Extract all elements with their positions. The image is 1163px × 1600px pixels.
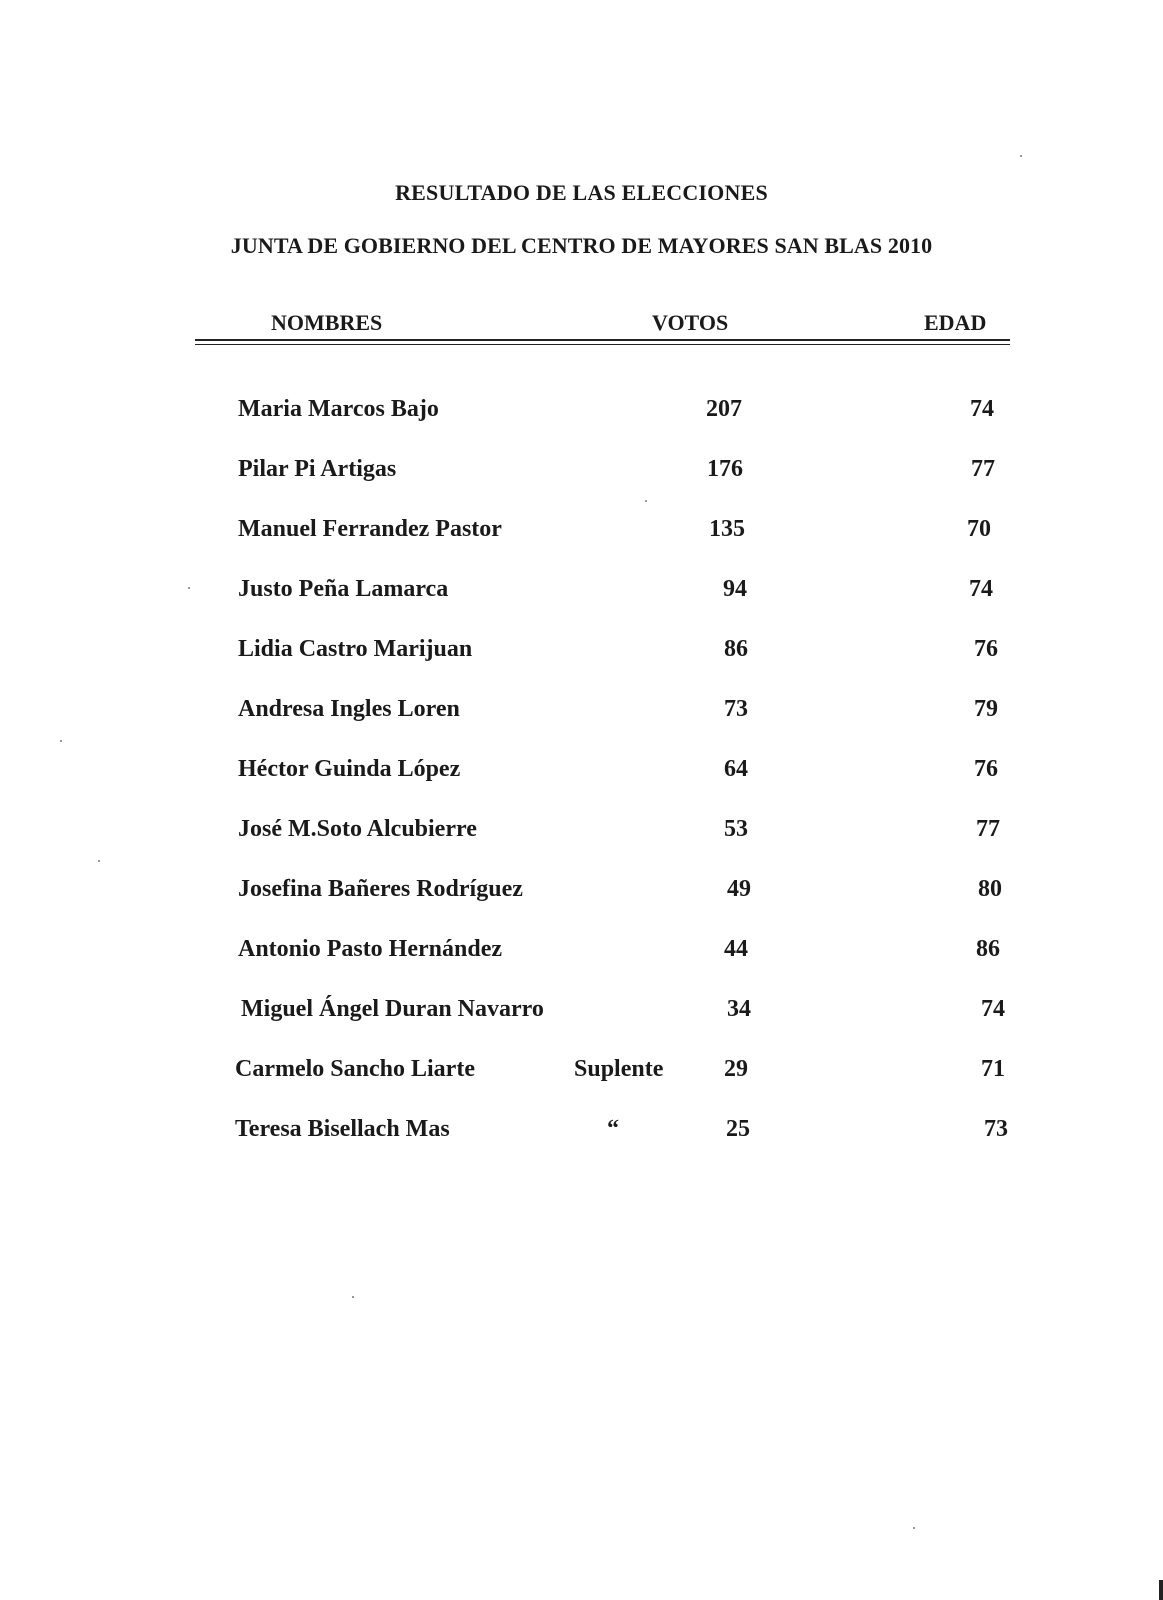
candidate-age: 70 — [967, 516, 991, 542]
table-row — [0, 936, 1163, 976]
candidate-name: Manuel Ferrandez Pastor — [238, 516, 502, 542]
scan-speck — [60, 740, 62, 742]
candidate-votes: 64 — [724, 756, 748, 782]
candidate-age: 74 — [981, 996, 1005, 1022]
candidate-votes: 73 — [724, 696, 748, 722]
table-row — [0, 1056, 1163, 1096]
candidate-votes: 176 — [707, 456, 743, 482]
scan-speck — [188, 587, 190, 589]
candidate-age: 86 — [976, 936, 1000, 962]
header-names: NOMBRES — [271, 310, 383, 335]
candidate-votes: 25 — [726, 1116, 750, 1142]
candidate-age: 79 — [974, 696, 998, 722]
candidate-votes: 135 — [709, 516, 745, 542]
table-row — [0, 1116, 1163, 1156]
candidate-role: Suplente — [574, 1056, 664, 1082]
candidate-name: Justo Peña Lamarca — [238, 576, 449, 602]
candidate-age: 77 — [976, 816, 1000, 842]
candidate-age: 74 — [970, 396, 994, 422]
candidate-age: 74 — [969, 576, 993, 602]
table-row — [0, 396, 1163, 436]
candidate-name: Miguel Ángel Duran Navarro — [241, 996, 544, 1022]
scan-speck — [352, 1296, 354, 1298]
table-row — [0, 576, 1163, 616]
document-title: RESULTADO DE LAS ELECCIONES — [395, 180, 768, 205]
table-row — [0, 456, 1163, 496]
header-age: EDAD — [924, 310, 987, 335]
candidate-name: Maria Marcos Bajo — [238, 396, 439, 422]
candidate-name: Josefina Bañeres Rodríguez — [238, 876, 523, 902]
candidate-name: José M.Soto Alcubierre — [238, 816, 477, 842]
scan-speck — [98, 860, 100, 862]
candidate-age: 76 — [974, 756, 998, 782]
document-subtitle: JUNTA DE GOBIERNO DEL CENTRO DE MAYORES SAN BLAS 2010 — [230, 233, 933, 258]
table-row — [0, 996, 1163, 1036]
candidate-name: Carmelo Sancho Liarte — [235, 1056, 475, 1082]
scan-speck — [1020, 155, 1022, 157]
candidate-age: 73 — [984, 1116, 1008, 1142]
candidate-age: 76 — [974, 636, 998, 662]
candidate-age: 80 — [978, 876, 1002, 902]
candidate-votes: 207 — [706, 396, 742, 422]
table-row — [0, 636, 1163, 676]
candidate-votes: 44 — [724, 936, 748, 962]
scan-speck — [645, 500, 647, 502]
candidate-name: Andresa Ingles Loren — [238, 696, 460, 722]
candidate-votes: 49 — [727, 876, 751, 902]
candidate-votes: 34 — [727, 996, 751, 1022]
table-row — [0, 696, 1163, 736]
candidate-votes: 53 — [724, 816, 748, 842]
candidate-votes: 29 — [724, 1056, 748, 1082]
scan-speck — [913, 1527, 915, 1529]
table-row — [0, 816, 1163, 856]
candidate-name: Antonio Pasto Hernández — [238, 936, 502, 962]
candidate-name: Teresa Bisellach Mas — [235, 1116, 450, 1142]
candidate-role: “ — [607, 1116, 619, 1142]
candidate-name: Lidia Castro Marijuan — [238, 636, 473, 662]
candidate-votes: 94 — [723, 576, 747, 602]
candidate-age: 77 — [971, 456, 995, 482]
header-votes: VOTOS — [652, 310, 729, 335]
candidate-name: Héctor Guinda López — [238, 756, 461, 782]
candidate-name: Pilar Pi Artigas — [238, 456, 397, 482]
table-row — [0, 756, 1163, 796]
table-row — [0, 516, 1163, 556]
candidate-votes: 86 — [724, 636, 748, 662]
candidate-age: 71 — [981, 1056, 1005, 1082]
table-row — [0, 876, 1163, 916]
